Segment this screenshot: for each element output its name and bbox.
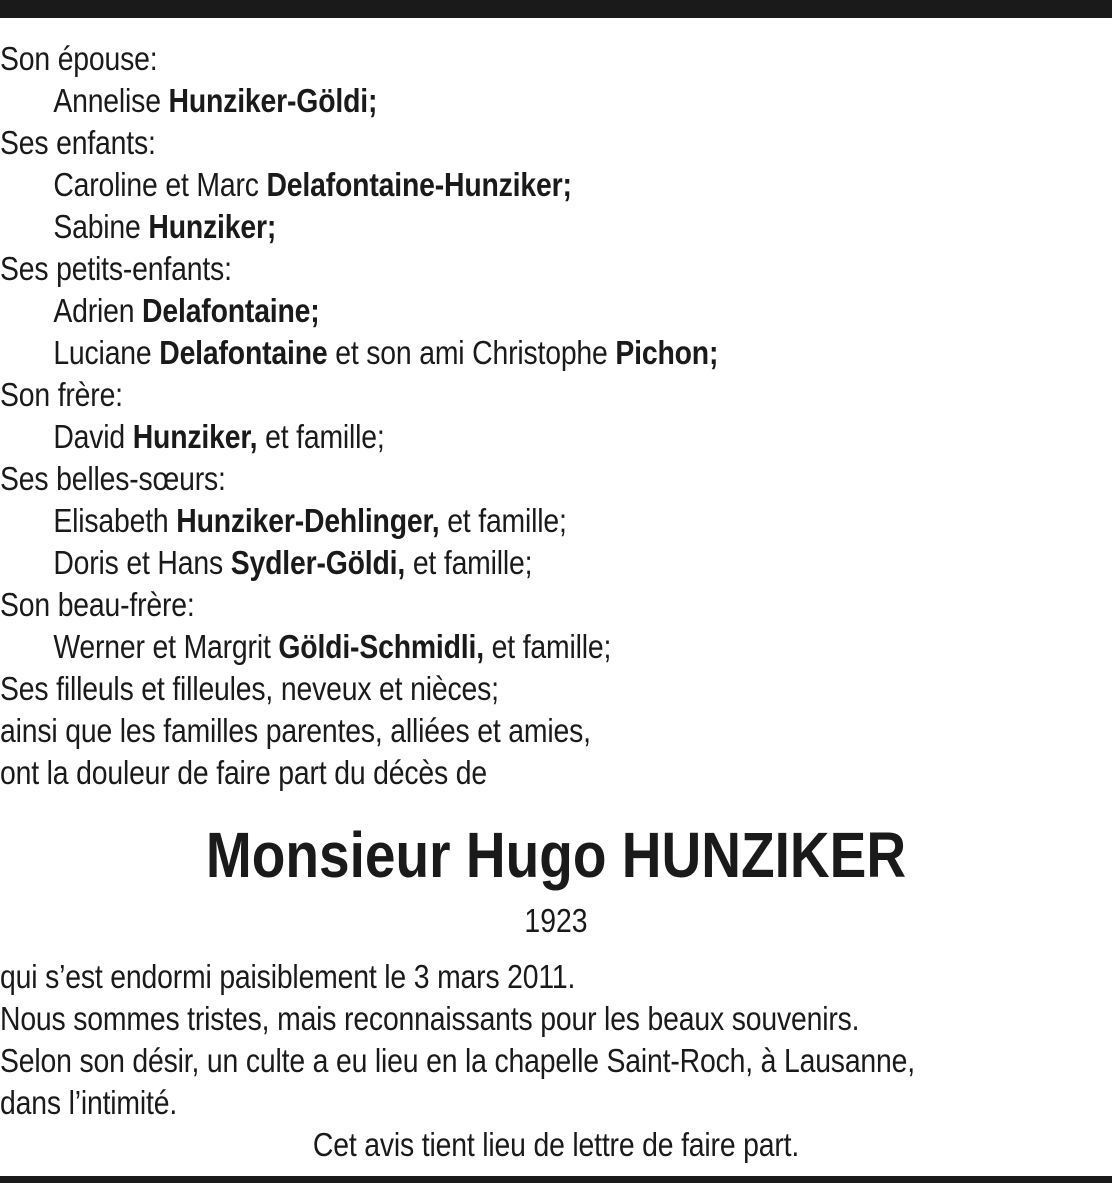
member-suffix: et famille; xyxy=(405,544,533,581)
member-surname: Delafontaine-Hunziker; xyxy=(266,166,572,203)
closing-line: Nous sommes tristes, mais reconnaissants pour les beaux souvenirs. xyxy=(0,1000,860,1037)
closing-line: dans l’intimité. xyxy=(0,1084,178,1121)
bottom-rule xyxy=(0,1176,1112,1183)
member-suffix: et son ami Christophe xyxy=(327,334,616,371)
member-suffix: et famille; xyxy=(439,502,567,539)
intro-line: ont la douleur de faire part du décès de xyxy=(0,754,487,791)
member-first-name: Elisabeth xyxy=(53,502,177,539)
member-first-name: Luciane xyxy=(53,334,160,371)
family-heading: Son beau-frère: xyxy=(0,586,195,623)
family-member xyxy=(0,290,956,332)
family-heading: Son frère: xyxy=(0,376,123,413)
member-surname: Hunziker-Göldi; xyxy=(168,82,378,119)
member-surname: Delafontaine xyxy=(159,334,328,371)
member-surname: Göldi-Schmidli, xyxy=(278,628,484,665)
top-rule xyxy=(0,0,1112,18)
member-surname: Hunziker, xyxy=(132,418,258,455)
member-surname: Hunziker; xyxy=(148,208,277,245)
closing-line: Selon son désir, un culte a eu lieu en la chapelle Saint-Roch, à Lausanne, xyxy=(0,1042,915,1079)
closing-line: qui s’est endormi paisiblement le 3 mars 2011. xyxy=(0,958,576,995)
family-member xyxy=(0,332,956,374)
deceased-name: Monsieur Hugo HUNZIKER xyxy=(205,819,907,891)
member-first-name: Caroline et Marc xyxy=(53,166,267,203)
birth-year: 1923 xyxy=(524,902,588,939)
member-surname: Hunziker-Dehlinger, xyxy=(176,502,440,539)
family-member xyxy=(0,416,956,458)
member-first-name: Annelise xyxy=(53,82,169,119)
intro-line: ainsi que les familles parentes, alliées et amies, xyxy=(0,712,591,749)
family-heading: Son épouse: xyxy=(0,40,158,77)
member-suffix: et famille; xyxy=(483,628,612,665)
member-partner-surname: Pichon; xyxy=(615,334,719,371)
family-member xyxy=(0,626,956,668)
family-heading: Ses enfants: xyxy=(0,124,156,161)
family-member xyxy=(0,164,956,206)
intro-line: Ses filleuls et filleules, neveux et nièces; xyxy=(0,670,499,707)
closing-text xyxy=(0,956,1112,1166)
family-member xyxy=(0,80,956,122)
member-first-name: Adrien xyxy=(53,292,143,329)
obituary-notice xyxy=(0,38,1112,1166)
member-first-name: Sabine xyxy=(53,208,149,245)
family-member xyxy=(0,542,956,584)
member-first-name: Werner et Margrit xyxy=(53,628,279,665)
family-heading: Ses belles-sœurs: xyxy=(0,460,226,497)
member-suffix: et famille; xyxy=(257,418,385,455)
member-surname: Delafontaine; xyxy=(142,292,320,329)
family-member xyxy=(0,206,956,248)
member-first-name: David xyxy=(53,418,133,455)
member-surname: Sydler-Göldi, xyxy=(230,544,406,581)
family-member xyxy=(0,500,956,542)
member-first-name: Doris et Hans xyxy=(53,544,231,581)
family-heading: Ses petits-enfants: xyxy=(0,250,232,287)
final-note: Cet avis tient lieu de lettre de faire part. xyxy=(312,1126,800,1163)
